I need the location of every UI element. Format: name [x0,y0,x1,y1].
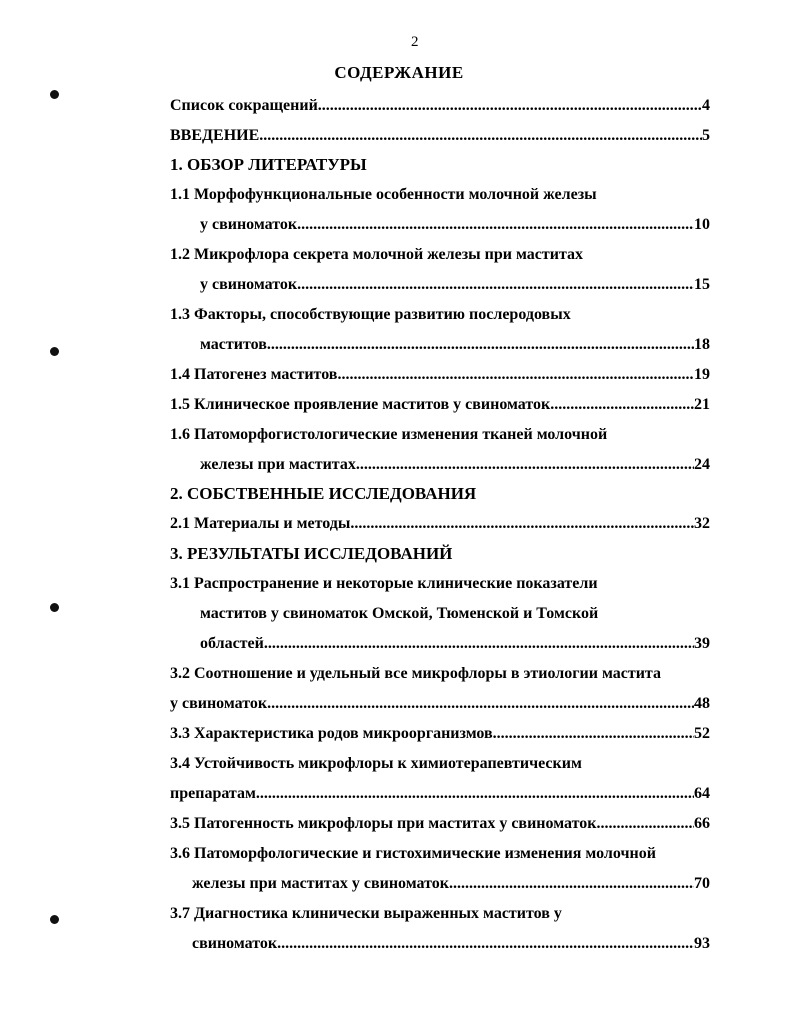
toc-entry-3-3[interactable] [170,723,710,745]
toc-entry-3-2-line1[interactable]: 3.2 Соотношение и удельный все микрофлоры в этиологии мастита [170,665,661,682]
toc-leader-dots [264,633,694,655]
toc-entry-text: у свиноматок [170,695,268,712]
page-number: 2 [411,34,419,50]
punch-hole-mark [50,603,59,612]
toc-leader-dots [267,334,694,356]
toc-entry-3-1-line2[interactable]: маститов у свиноматок Омской, Тюменской и Томской [200,605,599,622]
toc-leader-dots [277,933,694,955]
toc-entry-text: железы при маститах у свиноматок [192,875,449,892]
toc-leader-dots [337,364,694,386]
toc-entry-text: 3.3 Характеристика родов микроорганизмов [170,725,493,742]
toc-entry-text: у свиноматок [200,276,298,293]
toc-entry-3-6-line2[interactable] [192,873,710,895]
toc-entry-abbreviations[interactable] [170,95,710,117]
toc-leader-dots [350,513,694,535]
toc-leader-dots [449,873,694,895]
punch-hole-mark [50,90,59,99]
toc-leader-dots [550,394,694,416]
toc-entry-text: 1.4 Патогенез маститов [170,366,338,383]
toc-entry-3-4-line2[interactable] [170,783,710,805]
toc-chapter-2[interactable]: 2. СОБСТВЕННЫЕ ИССЛЕДОВАНИЯ [170,484,477,503]
toc-entry-page: 19 [694,366,710,383]
punch-hole-mark [50,347,59,356]
toc-entry-text: 3.5 Патогенность микрофлоры при маститах у свиноматок [170,815,597,832]
toc-entry-text: ВВЕДЕНИЕ [170,127,260,144]
toc-entry-3-1-line3[interactable] [200,633,710,655]
toc-entry-1-6-line2[interactable] [200,454,710,476]
toc-leader-dots [297,274,694,296]
toc-entry-text: областей [200,635,264,652]
toc-entry-3-7-line1[interactable]: 3.7 Диагностика клинически выраженных маститов у [170,905,562,922]
toc-entry-page: 5 [702,127,710,144]
toc-entry-1-4[interactable] [170,364,710,386]
toc-entry-page: 52 [694,725,710,742]
toc-entry-page: 70 [694,875,710,892]
toc-entry-text: маститов [200,336,267,353]
toc-entry-page: 10 [694,216,710,233]
toc-entry-page: 93 [694,935,710,952]
toc-entry-1-3-line1[interactable]: 1.3 Факторы, способствующие развитию послеродовых [170,306,571,323]
toc-entry-text: 2.1 Материалы и методы [170,515,351,532]
toc-entry-3-4-line1[interactable]: 3.4 Устойчивость микрофлоры к химиотерапевтическим [170,755,582,772]
toc-leader-dots [493,723,694,745]
toc-entry-text: свиноматок [192,935,278,952]
toc-entry-1-3-line2[interactable] [200,334,710,356]
toc-entry-page: 4 [702,97,710,114]
toc-entry-text: 1.5 Клиническое проявление маститов у свиноматок [170,396,551,413]
page-title: СОДЕРЖАНИЕ [334,63,464,82]
toc-leader-dots [267,693,694,715]
toc-entry-text: препаратам [170,785,256,802]
toc-entry-page: 64 [694,785,710,802]
toc-entry-1-6-line1[interactable]: 1.6 Патоморфогистологические изменения тканей молочной [170,426,608,443]
toc-entry-3-5[interactable] [170,813,710,835]
toc-entry-page: 32 [694,515,710,532]
toc-entry-page: 24 [694,456,710,473]
punch-hole-mark [50,915,59,924]
toc-entry-3-2-line2[interactable] [170,693,710,715]
toc-entry-text: железы при маститах [200,456,356,473]
toc-entry-2-1[interactable] [170,513,710,535]
toc-entry-3-7-line2[interactable] [192,933,710,955]
toc-entry-page: 48 [694,695,710,712]
toc-entry-page: 39 [694,635,710,652]
toc-entry-page: 18 [694,336,710,353]
toc-entry-3-1-line1[interactable]: 3.1 Распространение и некоторые клинические показатели [170,575,598,592]
toc-entry-page: 21 [694,396,710,413]
toc-leader-dots [297,214,694,236]
toc-entry-1-1-line2[interactable] [200,214,710,236]
toc-leader-dots [256,783,694,805]
toc-chapter-3[interactable]: 3. РЕЗУЛЬТАТЫ ИССЛЕДОВАНИЙ [170,544,453,563]
toc-entry-1-2-line1[interactable]: 1.2 Микрофлора секрета молочной железы при маститах [170,246,584,263]
toc-entry-1-5[interactable] [170,394,710,416]
toc-entry-introduction[interactable] [170,125,710,147]
toc-leader-dots [259,125,702,147]
toc-entry-3-6-line1[interactable]: 3.6 Патоморфологические и гистохимические изменения молочной [170,845,656,862]
toc-leader-dots [356,454,694,476]
toc-entry-text: Список сокращений [170,97,318,114]
toc-chapter-1[interactable]: 1. ОБЗОР ЛИТЕРАТУРЫ [170,155,367,174]
toc-entry-1-1-line1[interactable]: 1.1 Морфофункциональные особенности молочной железы [170,186,597,203]
toc-entry-page: 66 [694,815,710,832]
toc-leader-dots [596,813,694,835]
toc-leader-dots [318,95,702,117]
toc-entry-text: у свиноматок [200,216,298,233]
toc-entry-page: 15 [694,276,710,293]
toc-entry-1-2-line2[interactable] [200,274,710,296]
